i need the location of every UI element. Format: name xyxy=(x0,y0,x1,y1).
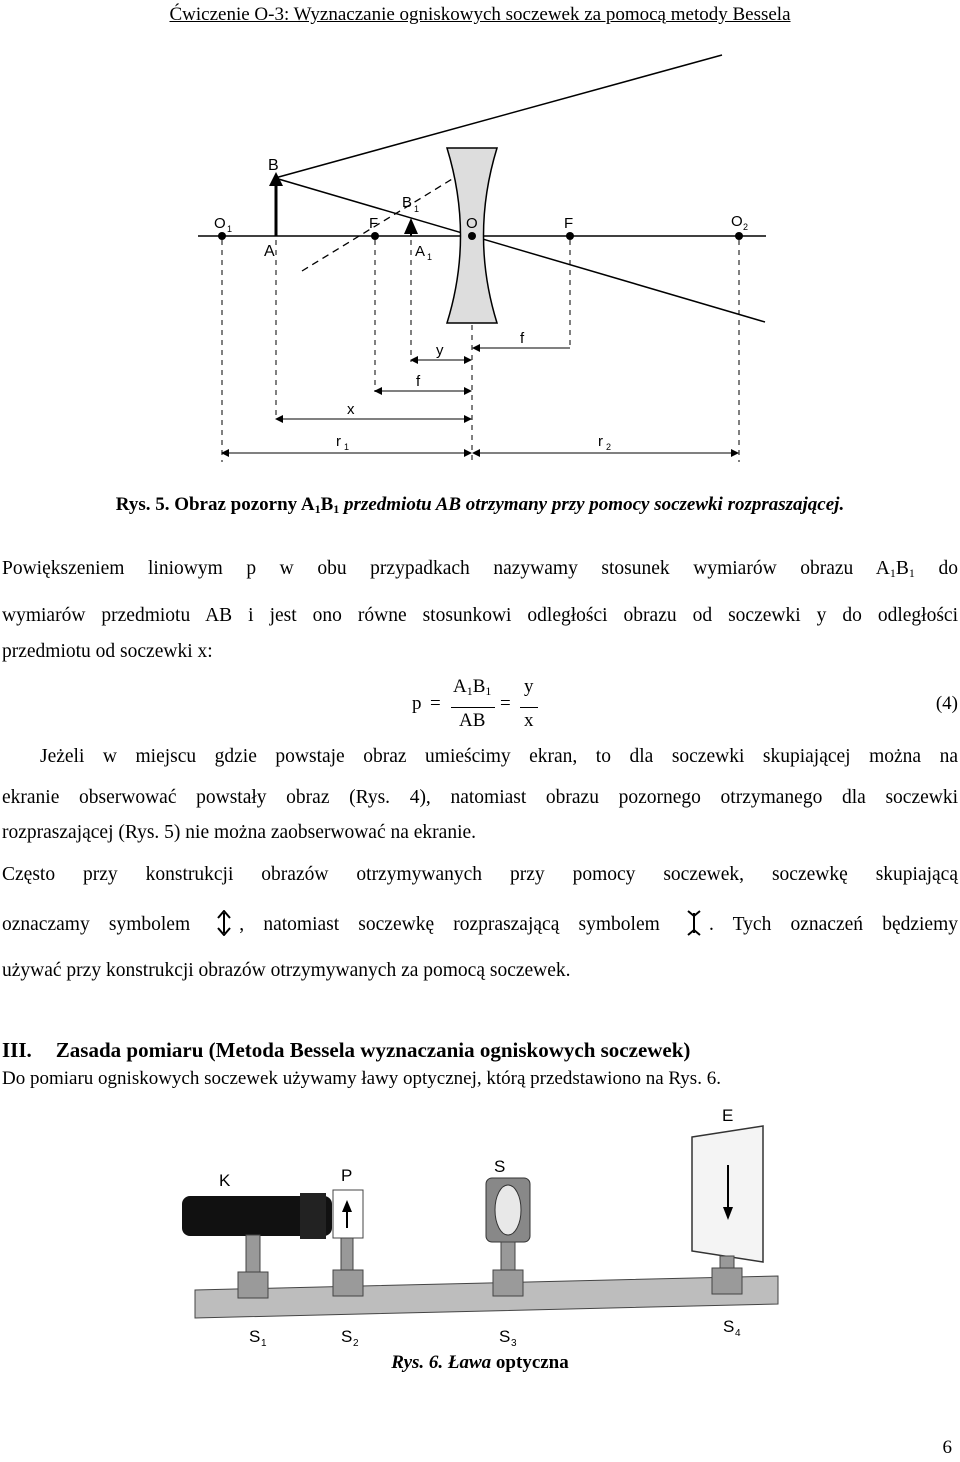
label-f-right: F xyxy=(564,215,574,232)
svg-text:1: 1 xyxy=(344,442,350,452)
label-s4: S xyxy=(723,1317,735,1336)
label-x: x xyxy=(347,401,355,418)
label-s1: S xyxy=(249,1327,261,1346)
label-s2: S xyxy=(341,1327,353,1346)
paragraph-symbols: Często przy konstrukcji obrazów otrzymywanych przy pomocy soczewek, soczewkę skupiającą xyxy=(2,864,958,885)
figure-5-caption: Rys. 5. Obraz pozorny $A_1B_1$ przedmiotu AB otrzymany przy pomocy soczewki rozpraszającej. xyxy=(115,494,845,516)
svg-text:1: 1 xyxy=(414,204,420,214)
label-o: O xyxy=(466,215,478,232)
paragraph-screen: Jeżeli w miejscu gdzie powstaje obraz umieścimy ekran, to dla soczewki skupiającej można na xyxy=(40,746,958,767)
point-f-right xyxy=(566,232,574,240)
svg-text:1: 1 xyxy=(261,1338,267,1349)
svg-text:2: 2 xyxy=(606,442,612,452)
label-s3: S xyxy=(499,1327,511,1346)
svg-text:2: 2 xyxy=(743,222,749,232)
label-f-left: F xyxy=(369,215,379,232)
label-f-top: f xyxy=(520,330,525,347)
paragraph-symbols-2: oznaczamy symbolem , natomiast soczewkę rozpraszającą symbolem . Tych oznaczeń będziemy xyxy=(2,904,958,946)
svg-text:4: 4 xyxy=(735,1328,741,1339)
paragraph-magnification: Powiększeniem liniowym p w obu przypadkach nazywamy stosunek wymiarów obrazu $A_1B_1$ do wymiarów przedmiotu AB i jest ono równe stosunkowi odległości obrazu od soczewki y do odległości xyxy=(2,558,959,626)
label-o2: O xyxy=(731,213,743,230)
figure-5-diagram xyxy=(190,50,790,470)
label-r2: r xyxy=(598,433,603,450)
diverging-lens-symbol xyxy=(679,910,709,936)
label-b: B xyxy=(268,157,279,174)
label-b1: B xyxy=(402,194,413,211)
label-r1: r xyxy=(336,433,341,450)
label-a: A xyxy=(264,243,275,260)
svg-text:1: 1 xyxy=(427,252,433,262)
point-f-left xyxy=(371,232,379,240)
page-header: Ćwiczenie O-3: Wyznaczanie ogniskowych soczewek za pomocą metody Bessela xyxy=(169,4,791,25)
svg-text:1: 1 xyxy=(227,224,233,234)
paragraph-symbols-3: używać przy konstrukcji obrazów otrzymywanych za pomocą soczewek. xyxy=(2,960,571,981)
point-o1 xyxy=(218,232,226,240)
svg-text:3: 3 xyxy=(511,1338,517,1349)
figure-6-caption: Rys. 6. Ława optyczna xyxy=(391,1352,569,1373)
label-p: P xyxy=(341,1166,353,1185)
label-f-bottom: f xyxy=(416,373,421,390)
point-o2 xyxy=(735,232,743,240)
page-number: 6 xyxy=(942,1437,952,1458)
label-k: K xyxy=(219,1171,231,1190)
label-o1: O xyxy=(214,215,226,232)
svg-text:2: 2 xyxy=(353,1338,359,1349)
section-heading: III. Zasada pomiaru (Metoda Bessela wyznaczania ogniskowych soczewek) xyxy=(2,1038,691,1062)
equation-number: (4) xyxy=(935,693,958,714)
paragraph-magnification-end: przedmiotu od soczewki x: xyxy=(2,641,213,662)
label-s: S xyxy=(494,1157,506,1176)
paragraph-screen-3: rozpraszającej (Rys. 5) nie można zaobserwować na ekranie. xyxy=(2,822,477,843)
point-o xyxy=(468,232,476,240)
section-text: Do pomiaru ogniskowych soczewek używamy ławy optycznej, którą przedstawiono na Rys. 6. xyxy=(2,1068,721,1089)
label-e: E xyxy=(722,1106,734,1125)
label-a1: A xyxy=(415,243,426,260)
converging-lens-symbol xyxy=(209,910,239,936)
paragraph-screen-2: ekranie obserwować powstały obraz (Rys. 4), natomiast obrazu pozornego otrzymanego dla soczewki xyxy=(2,787,958,808)
equation-4: p = $A_1B_1$ AB = y x (4) xyxy=(412,676,958,731)
label-y: y xyxy=(436,342,444,359)
figure-6-optical-bench xyxy=(180,1100,790,1360)
